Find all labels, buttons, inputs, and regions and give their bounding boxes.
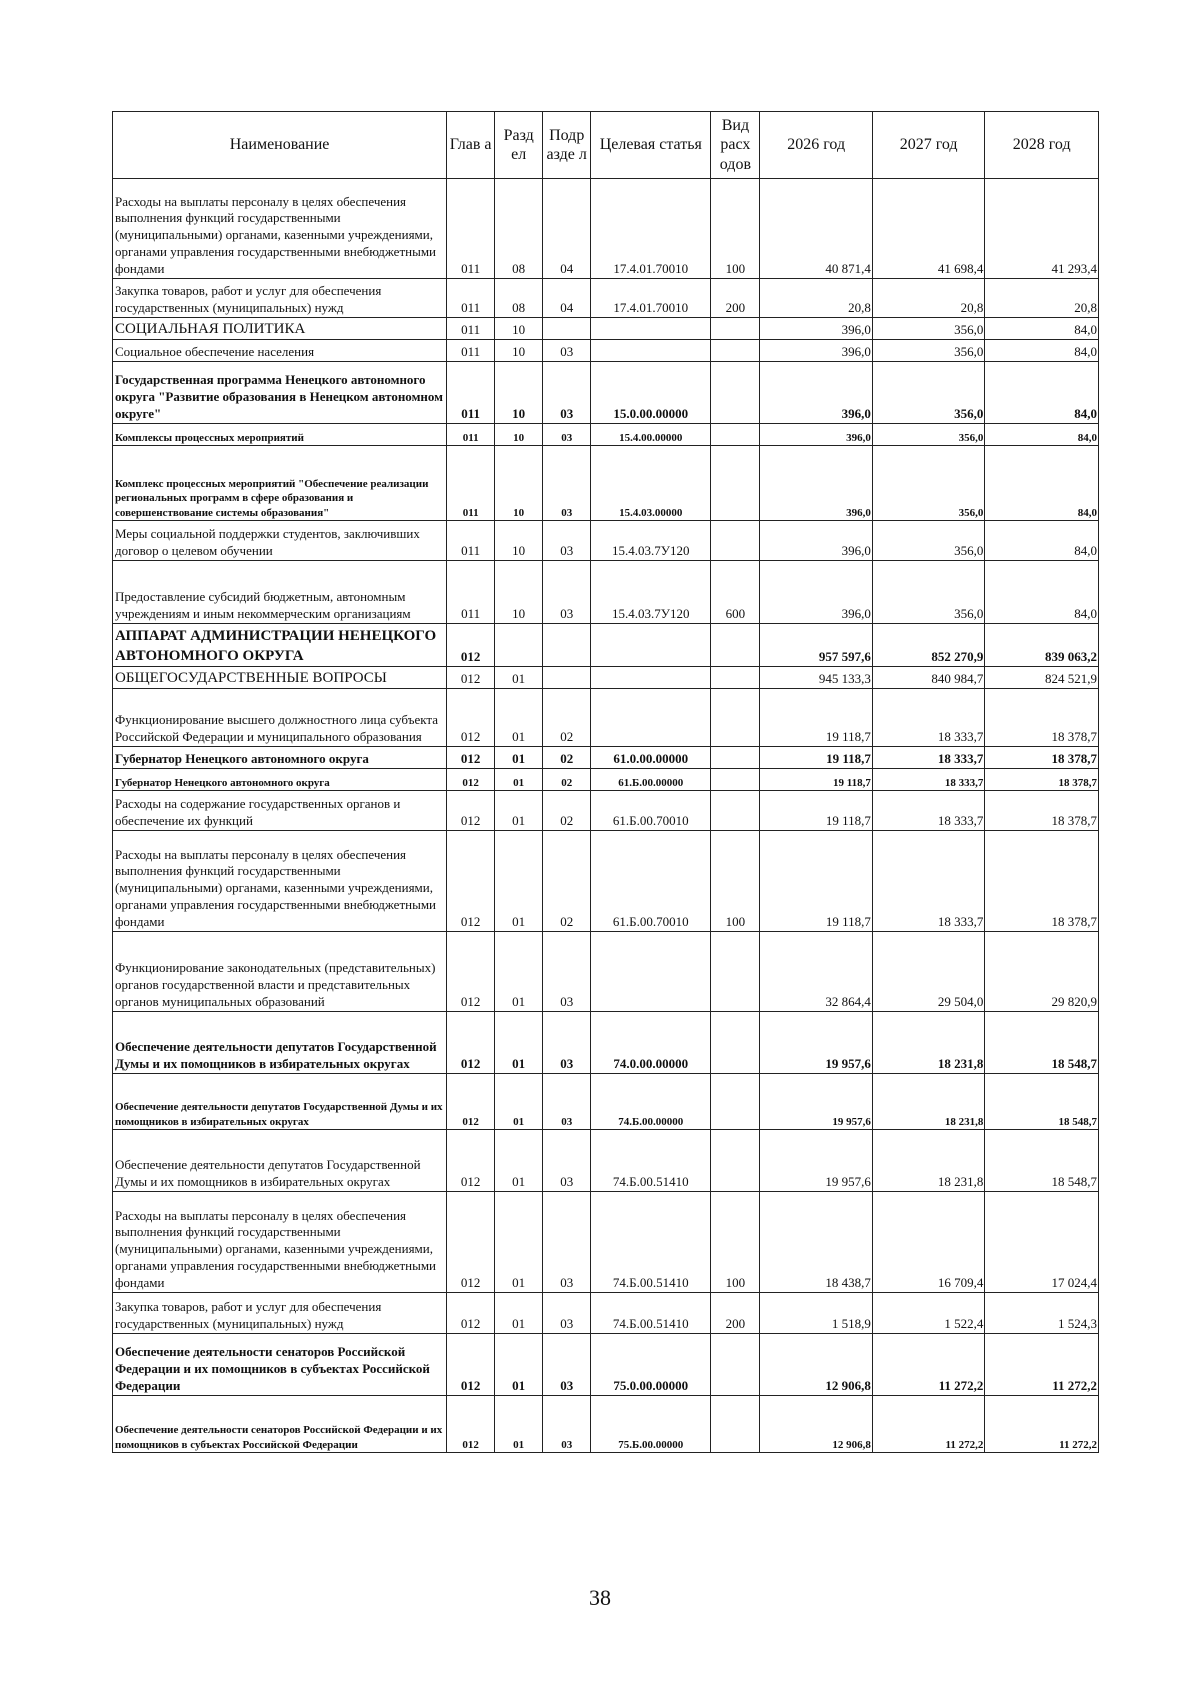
cell-name: Обеспечение деятельности сенаторов Российской Федерации и их помощников в субъектах Российской Федерации	[113, 1334, 447, 1396]
cell-2028: 18 378,7	[985, 747, 1099, 769]
cell-stat: 61.Б.00.00000	[591, 769, 711, 791]
cell-2028: 839 063,2	[985, 624, 1099, 667]
cell-stat: 17.4.01.70010	[591, 179, 711, 279]
cell-glava: 012	[447, 667, 495, 689]
table-row	[113, 1074, 1099, 1130]
table-row	[113, 1396, 1099, 1453]
cell-2026: 945 133,3	[760, 667, 872, 689]
cell-stat	[591, 689, 711, 747]
cell-podrazdel: 03	[543, 1396, 591, 1453]
cell-2028: 18 378,7	[985, 769, 1099, 791]
table-row	[113, 932, 1099, 1012]
cell-glava: 011	[447, 179, 495, 279]
header-razdel: Разд ел	[495, 112, 543, 179]
cell-glava: 011	[447, 424, 495, 446]
cell-glava: 011	[447, 561, 495, 624]
cell-2028: 18 548,7	[985, 1074, 1099, 1130]
cell-2028: 84,0	[985, 318, 1099, 340]
cell-name: Обеспечение деятельности депутатов Государственной Думы и их помощников в избирательных округах	[113, 1130, 447, 1192]
cell-stat: 74.0.00.00000	[591, 1012, 711, 1074]
cell-name: Закупка товаров, работ и услуг для обеспечения государственных (муниципальных) нужд	[113, 279, 447, 318]
cell-stat: 61.Б.00.70010	[591, 791, 711, 831]
cell-vid	[711, 624, 760, 667]
cell-2027: 18 231,8	[872, 1074, 984, 1130]
cell-stat: 15.4.00.00000	[591, 424, 711, 446]
cell-podrazdel: 03	[543, 561, 591, 624]
cell-stat: 17.4.01.70010	[591, 279, 711, 318]
cell-2027: 356,0	[872, 561, 984, 624]
cell-razdel: 01	[495, 831, 543, 932]
cell-razdel: 01	[495, 1130, 543, 1192]
cell-2027: 18 333,7	[872, 831, 984, 932]
table-row	[113, 1192, 1099, 1293]
cell-vid	[711, 1130, 760, 1192]
table-row	[113, 791, 1099, 831]
cell-name: ОБЩЕГОСУДАРСТВЕННЫЕ ВОПРОСЫ	[113, 667, 447, 689]
cell-glava: 012	[447, 1130, 495, 1192]
cell-razdel: 10	[495, 340, 543, 362]
cell-glava: 011	[447, 340, 495, 362]
table-row	[113, 1012, 1099, 1074]
cell-name: Функционирование высшего должностного лица субъекта Российской Федерации и муниципального образования	[113, 689, 447, 747]
cell-2026: 396,0	[760, 521, 872, 561]
cell-glava: 012	[447, 791, 495, 831]
cell-vid	[711, 1012, 760, 1074]
cell-2028: 11 272,2	[985, 1396, 1099, 1453]
cell-2028: 84,0	[985, 362, 1099, 424]
cell-stat: 15.4.03.7У120	[591, 521, 711, 561]
cell-name: Обеспечение деятельности депутатов Государственной Думы и их помощников в избирательных округах	[113, 1074, 447, 1130]
cell-2026: 396,0	[760, 561, 872, 624]
cell-razdel: 01	[495, 1396, 543, 1453]
cell-2028: 18 548,7	[985, 1130, 1099, 1192]
cell-stat: 74.Б.00.51410	[591, 1192, 711, 1293]
cell-podrazdel: 02	[543, 747, 591, 769]
cell-2026: 1 518,9	[760, 1293, 872, 1334]
cell-podrazdel: 03	[543, 932, 591, 1012]
cell-2028: 29 820,9	[985, 932, 1099, 1012]
cell-stat: 74.Б.00.51410	[591, 1130, 711, 1192]
cell-razdel: 01	[495, 1012, 543, 1074]
cell-stat: 75.0.00.00000	[591, 1334, 711, 1396]
table-row	[113, 1293, 1099, 1334]
table-row	[113, 446, 1099, 521]
table-row	[113, 279, 1099, 318]
cell-name: Комплексы процессных мероприятий	[113, 424, 447, 446]
cell-stat	[591, 318, 711, 340]
cell-2027: 29 504,0	[872, 932, 984, 1012]
cell-name: Расходы на содержание государственных органов и обеспечение их функций	[113, 791, 447, 831]
cell-razdel	[495, 624, 543, 667]
cell-stat: 74.Б.00.00000	[591, 1074, 711, 1130]
cell-podrazdel: 03	[543, 1012, 591, 1074]
cell-2027: 18 333,7	[872, 689, 984, 747]
cell-2027: 356,0	[872, 318, 984, 340]
table-row	[113, 831, 1099, 932]
cell-glava: 012	[447, 932, 495, 1012]
cell-glava: 011	[447, 362, 495, 424]
cell-2026: 12 906,8	[760, 1334, 872, 1396]
budget-table-container	[112, 111, 1099, 1453]
cell-vid: 100	[711, 1192, 760, 1293]
cell-2026: 396,0	[760, 446, 872, 521]
cell-2028: 18 378,7	[985, 689, 1099, 747]
cell-name: Обеспечение деятельности сенаторов Российской Федерации и их помощников в субъектах Российской Федерации	[113, 1396, 447, 1453]
cell-podrazdel: 03	[543, 446, 591, 521]
cell-2026: 19 118,7	[760, 689, 872, 747]
cell-2028: 18 548,7	[985, 1012, 1099, 1074]
cell-2027: 11 272,2	[872, 1396, 984, 1453]
cell-2028: 84,0	[985, 340, 1099, 362]
cell-2026: 19 118,7	[760, 747, 872, 769]
cell-podrazdel: 02	[543, 689, 591, 747]
cell-2027: 41 698,4	[872, 179, 984, 279]
cell-2027: 11 272,2	[872, 1334, 984, 1396]
cell-podrazdel: 04	[543, 179, 591, 279]
cell-2028: 17 024,4	[985, 1192, 1099, 1293]
cell-stat: 15.4.03.7У120	[591, 561, 711, 624]
cell-vid	[711, 769, 760, 791]
cell-2026: 396,0	[760, 424, 872, 446]
cell-stat: 74.Б.00.51410	[591, 1293, 711, 1334]
cell-vid	[711, 424, 760, 446]
cell-2027: 18 333,7	[872, 747, 984, 769]
cell-vid	[711, 932, 760, 1012]
cell-2026: 12 906,8	[760, 1396, 872, 1453]
cell-podrazdel: 02	[543, 791, 591, 831]
cell-2028: 84,0	[985, 561, 1099, 624]
cell-glava: 012	[447, 1012, 495, 1074]
cell-glava: 012	[447, 747, 495, 769]
cell-name: Государственная программа Ненецкого автономного округа "Развитие образования в Ненецком автономном округе"	[113, 362, 447, 424]
table-row	[113, 1130, 1099, 1192]
cell-name: Губернатор Ненецкого автономного округа	[113, 769, 447, 791]
cell-stat	[591, 932, 711, 1012]
cell-razdel: 10	[495, 424, 543, 446]
table-row	[113, 521, 1099, 561]
cell-2028: 84,0	[985, 424, 1099, 446]
cell-2027: 356,0	[872, 340, 984, 362]
cell-2026: 396,0	[760, 318, 872, 340]
cell-podrazdel	[543, 318, 591, 340]
cell-vid: 200	[711, 279, 760, 318]
cell-name: Закупка товаров, работ и услуг для обеспечения государственных (муниципальных) нужд	[113, 1293, 447, 1334]
cell-2027: 20,8	[872, 279, 984, 318]
cell-razdel: 01	[495, 689, 543, 747]
cell-name: Меры социальной поддержки студентов, заключивших договор о целевом обучении	[113, 521, 447, 561]
table-row	[113, 747, 1099, 769]
cell-2027: 16 709,4	[872, 1192, 984, 1293]
header-name: Наименование	[113, 112, 447, 179]
budget-table	[112, 111, 1099, 1453]
cell-2027: 840 984,7	[872, 667, 984, 689]
cell-name: Предоставление субсидий бюджетным, автономным учреждениям и иным некоммерческим организациям	[113, 561, 447, 624]
cell-vid	[711, 446, 760, 521]
cell-glava: 012	[447, 831, 495, 932]
table-row	[113, 424, 1099, 446]
cell-podrazdel: 03	[543, 521, 591, 561]
cell-name: АППАРАТ АДМИНИСТРАЦИИ НЕНЕЦКОГО АВТОНОМНОГО ОКРУГА	[113, 624, 447, 667]
cell-2027: 356,0	[872, 424, 984, 446]
cell-vid	[711, 1074, 760, 1130]
cell-stat	[591, 340, 711, 362]
table-header-row	[113, 112, 1099, 179]
cell-vid: 100	[711, 179, 760, 279]
cell-vid	[711, 1396, 760, 1453]
cell-vid	[711, 362, 760, 424]
cell-name: Расходы на выплаты персоналу в целях обеспечения выполнения функций государственными (муниципальными) органами, казенными учреждениями, органами управления государственными внебюджетными фондами	[113, 831, 447, 932]
table-row	[113, 362, 1099, 424]
cell-glava: 012	[447, 624, 495, 667]
cell-razdel: 01	[495, 1334, 543, 1396]
table-row	[113, 624, 1099, 667]
cell-name: Расходы на выплаты персоналу в целях обеспечения выполнения функций государственными (муниципальными) органами, казенными учреждениями, органами управления государственными внебюджетными фондами	[113, 179, 447, 279]
cell-2026: 396,0	[760, 340, 872, 362]
header-vid: Вид расх одов	[711, 112, 760, 179]
cell-stat	[591, 667, 711, 689]
cell-podrazdel: 03	[543, 362, 591, 424]
cell-podrazdel: 03	[543, 424, 591, 446]
cell-razdel: 01	[495, 932, 543, 1012]
cell-podrazdel: 03	[543, 1334, 591, 1396]
cell-razdel: 10	[495, 362, 543, 424]
cell-podrazdel: 03	[543, 340, 591, 362]
cell-razdel: 10	[495, 561, 543, 624]
cell-2028: 1 524,3	[985, 1293, 1099, 1334]
cell-podrazdel: 02	[543, 831, 591, 932]
cell-2027: 18 333,7	[872, 769, 984, 791]
cell-razdel: 01	[495, 791, 543, 831]
cell-stat: 61.0.00.00000	[591, 747, 711, 769]
cell-2026: 957 597,6	[760, 624, 872, 667]
cell-podrazdel	[543, 667, 591, 689]
cell-vid: 600	[711, 561, 760, 624]
cell-glava: 011	[447, 318, 495, 340]
cell-vid: 200	[711, 1293, 760, 1334]
cell-2026: 19 957,6	[760, 1130, 872, 1192]
cell-vid	[711, 689, 760, 747]
cell-stat: 15.4.03.00000	[591, 446, 711, 521]
cell-podrazdel: 03	[543, 1293, 591, 1334]
cell-glava: 012	[447, 769, 495, 791]
cell-vid	[711, 521, 760, 561]
table-row	[113, 667, 1099, 689]
cell-razdel: 01	[495, 769, 543, 791]
cell-glava: 011	[447, 446, 495, 521]
cell-2028: 824 521,9	[985, 667, 1099, 689]
cell-2028: 84,0	[985, 521, 1099, 561]
cell-2026: 19 118,7	[760, 831, 872, 932]
cell-name: Обеспечение деятельности депутатов Государственной Думы и их помощников в избирательных округах	[113, 1012, 447, 1074]
cell-podrazdel: 02	[543, 769, 591, 791]
cell-2027: 852 270,9	[872, 624, 984, 667]
page-number: 38	[589, 1585, 611, 1610]
cell-razdel: 10	[495, 318, 543, 340]
table-row	[113, 179, 1099, 279]
cell-glava: 011	[447, 279, 495, 318]
cell-2027: 356,0	[872, 521, 984, 561]
cell-podrazdel: 03	[543, 1130, 591, 1192]
cell-razdel: 01	[495, 1293, 543, 1334]
cell-2027: 356,0	[872, 446, 984, 521]
cell-vid	[711, 747, 760, 769]
cell-glava: 012	[447, 1074, 495, 1130]
cell-2028: 20,8	[985, 279, 1099, 318]
cell-name: Социальное обеспечение населения	[113, 340, 447, 362]
cell-2026: 40 871,4	[760, 179, 872, 279]
cell-glava: 012	[447, 1396, 495, 1453]
cell-razdel: 01	[495, 1192, 543, 1293]
cell-razdel: 08	[495, 279, 543, 318]
cell-2027: 356,0	[872, 362, 984, 424]
cell-2027: 18 333,7	[872, 791, 984, 831]
cell-2028: 41 293,4	[985, 179, 1099, 279]
table-row	[113, 769, 1099, 791]
cell-name: Функционирование законодательных (представительных) органов государственной власти и представительных органов муниципальных образований	[113, 932, 447, 1012]
cell-vid	[711, 318, 760, 340]
cell-glava: 012	[447, 1334, 495, 1396]
cell-vid: 100	[711, 831, 760, 932]
cell-razdel: 10	[495, 521, 543, 561]
cell-name: Губернатор Ненецкого автономного округа	[113, 747, 447, 769]
cell-razdel: 01	[495, 747, 543, 769]
cell-glava: 011	[447, 521, 495, 561]
header-2026: 2026 год	[760, 112, 872, 179]
cell-glava: 012	[447, 1192, 495, 1293]
cell-2026: 32 864,4	[760, 932, 872, 1012]
cell-razdel: 10	[495, 446, 543, 521]
header-podrazdel: Подр азде л	[543, 112, 591, 179]
cell-2027: 18 231,8	[872, 1130, 984, 1192]
cell-2026: 20,8	[760, 279, 872, 318]
cell-2026: 396,0	[760, 362, 872, 424]
cell-razdel: 01	[495, 1074, 543, 1130]
cell-2026: 18 438,7	[760, 1192, 872, 1293]
cell-vid	[711, 791, 760, 831]
cell-podrazdel: 03	[543, 1074, 591, 1130]
table-row	[113, 318, 1099, 340]
cell-razdel: 08	[495, 179, 543, 279]
cell-vid	[711, 667, 760, 689]
cell-2026: 19 118,7	[760, 791, 872, 831]
cell-podrazdel: 04	[543, 279, 591, 318]
table-row	[113, 1334, 1099, 1396]
header-2027: 2027 год	[872, 112, 984, 179]
header-stat: Целевая статья	[591, 112, 711, 179]
cell-2028: 11 272,2	[985, 1334, 1099, 1396]
cell-stat: 61.Б.00.70010	[591, 831, 711, 932]
cell-glava: 012	[447, 689, 495, 747]
cell-2028: 18 378,7	[985, 831, 1099, 932]
cell-glava: 012	[447, 1293, 495, 1334]
cell-vid	[711, 340, 760, 362]
cell-podrazdel: 03	[543, 1192, 591, 1293]
cell-stat: 75.Б.00.00000	[591, 1396, 711, 1453]
cell-razdel: 01	[495, 667, 543, 689]
cell-2026: 19 957,6	[760, 1074, 872, 1130]
cell-2026: 19 957,6	[760, 1012, 872, 1074]
cell-2028: 18 378,7	[985, 791, 1099, 831]
header-2028: 2028 год	[985, 112, 1099, 179]
table-row	[113, 340, 1099, 362]
table-row	[113, 689, 1099, 747]
cell-vid	[711, 1334, 760, 1396]
cell-2026: 19 118,7	[760, 769, 872, 791]
header-glava: Глав а	[447, 112, 495, 179]
cell-name: Расходы на выплаты персоналу в целях обеспечения выполнения функций государственными (муниципальными) органами, казенными учреждениями, органами управления государственными внебюджетными фондами	[113, 1192, 447, 1293]
cell-2027: 18 231,8	[872, 1012, 984, 1074]
cell-podrazdel	[543, 624, 591, 667]
cell-2028: 84,0	[985, 446, 1099, 521]
cell-stat: 15.0.00.00000	[591, 362, 711, 424]
cell-name: Комплекс процессных мероприятий "Обеспечение реализации региональных программ в сфере образования и совершенствование системы образования"	[113, 446, 447, 521]
cell-name: СОЦИАЛЬНАЯ ПОЛИТИКА	[113, 318, 447, 340]
cell-2027: 1 522,4	[872, 1293, 984, 1334]
table-row	[113, 561, 1099, 624]
cell-stat	[591, 624, 711, 667]
